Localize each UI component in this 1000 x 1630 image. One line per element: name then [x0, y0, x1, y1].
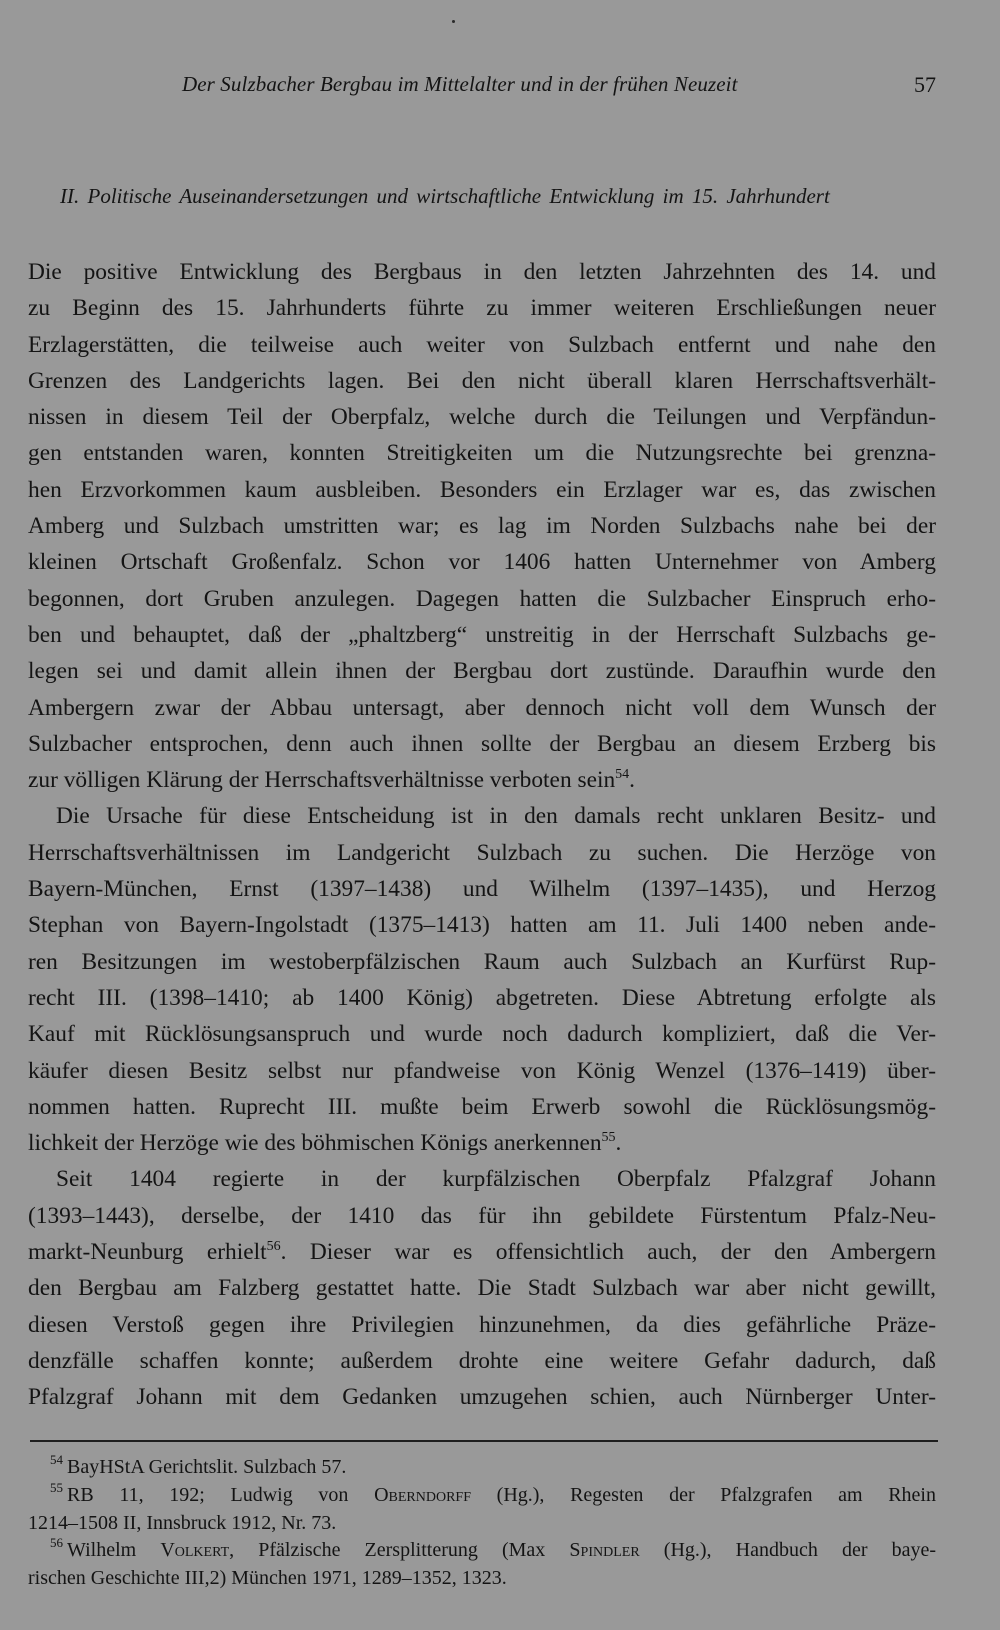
footnotes — [28, 1454, 936, 1593]
footnote-ref[interactable]: 56 — [266, 1239, 281, 1255]
text-line: käufer diesen Besitz selbst nur pfandweise von König Wenzel (1376–1419) über- — [28, 1057, 936, 1084]
footnote-55 — [28, 1479, 936, 1510]
page-number: 57 — [914, 72, 936, 97]
text-line: zu Beginn des 15. Jahrhunderts führte zu immer weiteren Erschließungen neuer — [28, 295, 936, 322]
footnote-text: , Pfälzische Zersplitterung (Max — [229, 1539, 546, 1562]
text-line: recht III. (1398–1410; ab 1400 König) abgetreten. Diese Abtretung erfolgte als — [28, 984, 936, 1011]
text-line: hen Erzvorkommen kaum ausbleiben. Besonders ein Erzlager war es, das zwischen — [28, 476, 936, 503]
text-line — [28, 762, 936, 798]
text-fragment: . — [629, 767, 636, 794]
text-line: Grenzen des Landgerichts lagen. Bei den nicht überall klaren Herrschaftsverhält- — [28, 367, 936, 394]
footnote-text: (Hg.), Handbuch der baye- — [663, 1539, 937, 1562]
footnote-number: 55 — [50, 1479, 63, 1495]
footnote-ref[interactable]: 55 — [601, 1130, 616, 1146]
text-line: Die positive Entwicklung des Bergbaus in den letzten Jahrzehnten des 14. und — [28, 259, 936, 285]
footnote-number: 56 — [50, 1535, 63, 1551]
running-head: Der Sulzbacher Bergbau im Mittelalter und in der frühen Neuzeit — [182, 72, 738, 96]
footnote-number: 54 — [50, 1452, 63, 1467]
text-line: denzfälle schaffen konnte; außerdem drohte eine weitere Gefahr dadurch, daß — [28, 1347, 936, 1374]
text-line: nissen in diesem Teil der Oberpfalz, welche durch die Teilungen und Verpfändun- — [28, 404, 936, 431]
text-line: ben und behauptet, daß der „phaltzberg“ unstreitig in der Herrschaft Sulzbachs ge- — [28, 621, 936, 648]
text-line: nommen hatten. Ruprecht III. mußte beim Erwerb sowohl die Rücklösungsmög- — [28, 1093, 936, 1120]
footnote-text: RB 11, 192; Ludwig von — [67, 1483, 349, 1506]
text-line: (1393–1443), derselbe, der 1410 das für ihn gebildete Fürstentum Pfalz-Neu- — [28, 1202, 936, 1229]
text-line: gen entstanden waren, konnten Streitigkeiten um die Nutzungsrechte bei grenzna- — [28, 440, 936, 467]
footnote-54 — [28, 1454, 936, 1482]
text-fragment: . Dieser war es offensichtlich auch, der den Ambergern — [280, 1239, 936, 1266]
author-name: Oberndorff — [374, 1483, 471, 1506]
text-line: Herrschaftsverhältnissen im Landgericht Sulzbach zu suchen. Die Herzöge von — [28, 839, 936, 866]
text-fragment: lichkeit der Herzöge wie des böhmischen Königs anerkennen — [28, 1130, 602, 1157]
text-fragment: markt-Neunburg erhielt — [28, 1239, 267, 1266]
section-heading: II. Politische Auseinandersetzungen und wirtschaftliche Entwicklung im 15. Jahrhundert — [60, 184, 830, 208]
text-line: legen sei und damit allein ihnen der Bergbau dort zustünde. Daraufhin wurde den — [28, 658, 936, 685]
text-line — [28, 1125, 936, 1161]
text-line: ren Besitzungen im westoberpfälzischen Raum auch Sulzbach an Kurfürst Rup- — [28, 948, 936, 975]
footnote-text: BayHStA Gerichtslit. Sulzbach 57. — [67, 1456, 347, 1478]
text-line: den Bergbau am Falzberg gestattet hatte. Die Stadt Sulzbach war aber nicht gewillt, — [28, 1275, 936, 1302]
body-text — [28, 254, 936, 1416]
editor-name: Spindler — [569, 1539, 640, 1562]
text-line: Kauf mit Rücklösungsanspruch und wurde noch dadurch kompliziert, daß die Ver- — [28, 1021, 936, 1048]
text-line: Erzlagerstätten, die teilweise auch weiter von Sulzbach entfernt und nahe den — [28, 331, 936, 358]
text-fragment: zur völligen Klärung der Herrschaftsverhältnisse verboten sein — [28, 767, 616, 794]
footnote-56 — [28, 1537, 936, 1565]
text-line: kleinen Ortschaft Großenfalz. Schon vor 1406 hatten Unternehmer von Amberg — [28, 549, 936, 576]
footnote-text: Wilhelm — [67, 1539, 137, 1562]
text-line: Seit 1404 regierte in der kurpfälzischen Oberpfalz Pfalzgraf Johann — [56, 1166, 936, 1193]
footnote-56-cont: rischen Geschichte III,2) München 1971, 1289–1352, 1323. — [28, 1567, 507, 1590]
footnote-text: (Hg.), Regesten der Pfalzgrafen am Rhein — [496, 1483, 936, 1506]
text-line: diesen Verstoß gegen ihre Privilegien hinzunehmen, da dies gefährliche Präze- — [28, 1311, 936, 1338]
footnote-55-cont: 1214–1508 II, Innsbruck 1912, Nr. 73. — [28, 1511, 337, 1534]
footnote-rule — [30, 1440, 938, 1442]
text-line: Bayern-München, Ernst (1397–1438) und Wilhelm (1397–1435), und Herzog — [28, 876, 936, 903]
scan-speck — [452, 20, 455, 23]
text-line: begonnen, dort Gruben anzulegen. Dagegen hatten die Sulzbacher Einspruch erho- — [28, 585, 936, 612]
text-line — [28, 1234, 936, 1270]
text-fragment: . — [615, 1130, 622, 1157]
text-line: Stephan von Bayern-Ingolstadt (1375–1413) hatten am 11. Juli 1400 neben ande- — [28, 912, 936, 939]
text-line: Die Ursache für diese Entscheidung ist in den damals recht unklaren Besitz- und — [56, 803, 936, 830]
text-line: Ambergern zwar der Abbau untersagt, aber dennoch nicht voll dem Wunsch der — [28, 694, 936, 721]
text-line: Pfalzgraf Johann mit dem Gedanken umzugehen schien, auch Nürnberger Unter- — [28, 1384, 936, 1411]
text-line: Sulzbacher entsprochen, denn auch ihnen sollte der Bergbau an diesem Erzberg bis — [28, 730, 936, 757]
text-line: Amberg und Sulzbach umstritten war; es lag im Norden Sulzbachs nahe bei der — [28, 513, 936, 540]
author-name: Volkert — [160, 1539, 230, 1562]
footnote-ref[interactable]: 54 — [615, 767, 630, 783]
